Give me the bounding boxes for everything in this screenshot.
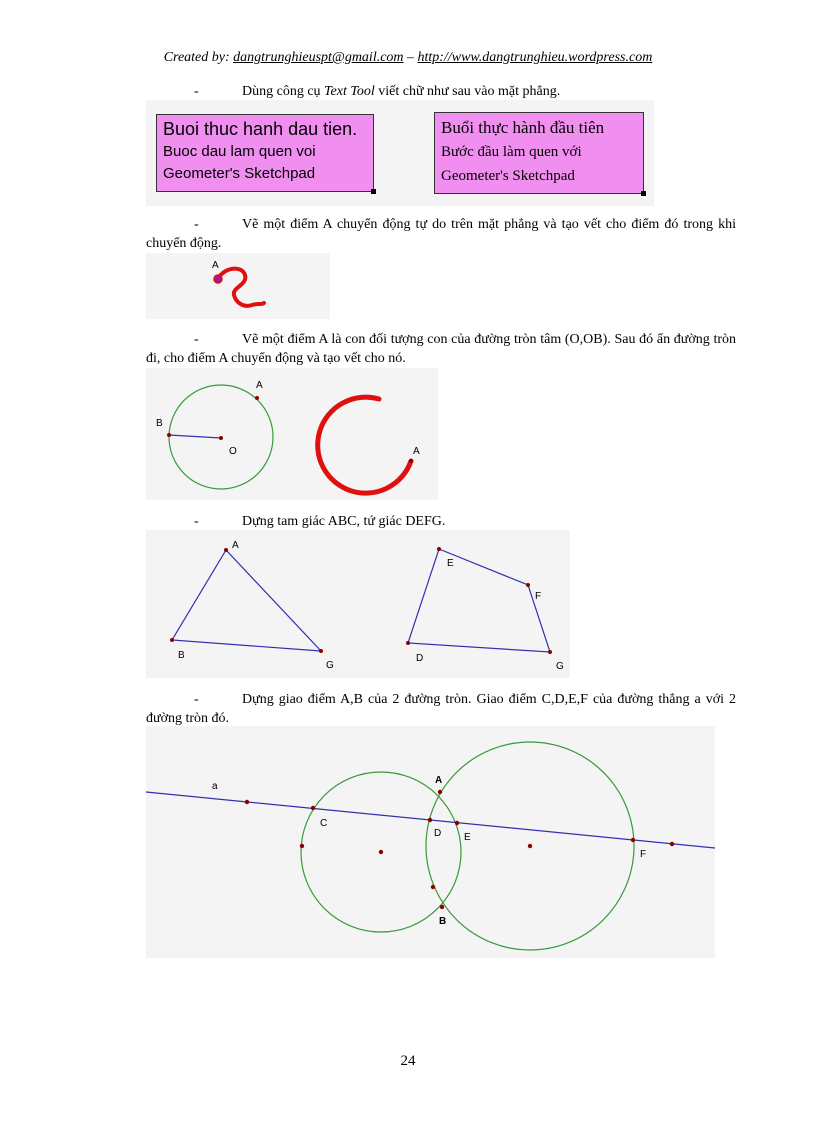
center-left [379, 850, 383, 854]
resize-handle [641, 191, 646, 196]
point-a-on-circle [255, 396, 259, 400]
header-email[interactable]: dangtrunghieuspt@gmail.com [233, 50, 404, 65]
section-5-text: - Dựng giao điểm A,B của 2 đường tròn. Giao điểm C,D,E,F của đường thẳng a với 2 đường tròn đó. [146, 692, 736, 726]
point-b [167, 433, 171, 437]
figure-triangle-quadrilateral [146, 530, 570, 678]
text-box-unaccented [156, 114, 374, 192]
quad-vertex-g [548, 650, 552, 654]
header-url[interactable]: http://www.dangtrunghieu.wordpress.com [417, 50, 653, 65]
label-b: B [439, 916, 447, 927]
figure-circle-line-intersections [146, 726, 715, 958]
label-a: A [232, 540, 239, 551]
point-a [438, 790, 442, 794]
quadrilateral-defg [408, 549, 550, 652]
point-b [440, 905, 444, 909]
label-b: B [178, 650, 185, 661]
figure-circle-trace [146, 368, 438, 500]
quad-vertex-f [526, 583, 530, 587]
label-g: G [326, 660, 334, 671]
section-1-text: - Dùng công cụ Text Tool viết chữ như sau vào mặt phẳng. [146, 82, 736, 101]
figure-text-tool [146, 100, 654, 206]
trace-path [218, 269, 264, 306]
bullet-dash: - [194, 692, 199, 707]
page-number: 24 [400, 1053, 416, 1069]
section-3-text: - Vẽ một điểm A là con đối tượng con của đường tròn tâm (O,OB). Sau đó ẩn đường tròn đi, cho điểm A chuyển động và tạo vết cho nó. [146, 332, 736, 366]
header-separator: – [403, 50, 418, 65]
label-f: F [535, 591, 542, 602]
point-on-circle [300, 844, 304, 848]
resize-handle [371, 189, 376, 194]
point-on-circle [431, 885, 435, 889]
label-a: A [413, 446, 420, 457]
label-f: F [640, 849, 647, 860]
point-a-moving [409, 459, 413, 463]
text-box-accented [434, 112, 644, 194]
text-line: Buổi thực hành đầu tiên [441, 118, 605, 137]
point-e [455, 821, 459, 825]
arc-trace [318, 397, 411, 493]
point-on-line [245, 800, 249, 804]
point-c [311, 806, 315, 810]
point-on-line [670, 842, 674, 846]
point-o [219, 436, 223, 440]
triangle-abc [172, 550, 321, 651]
bullet-dash: - [194, 514, 199, 529]
label-d: D [416, 653, 424, 664]
label-a: A [435, 775, 443, 786]
quad-vertex-e [437, 547, 441, 551]
label-g: G [556, 661, 564, 672]
section-4-text: - Dựng tam giác ABC, tứ giác DEFG. [146, 512, 736, 531]
text-line: Buoc dau lam quen voi [163, 143, 316, 160]
bullet-dash: - [194, 217, 199, 232]
bullet-dash: - [194, 332, 199, 347]
label-e: E [464, 832, 471, 843]
label-b: B [156, 418, 163, 429]
triangle-vertex-a [224, 548, 228, 552]
page-header [0, 50, 816, 66]
center-right [528, 844, 532, 848]
point-d [428, 818, 432, 822]
point-f [631, 838, 635, 842]
triangle-vertex-b [170, 638, 174, 642]
label-d: D [434, 828, 442, 839]
figure-free-point-trace [146, 253, 330, 319]
label-line-a: a [212, 781, 218, 792]
section-2-text: - Vẽ một điểm A chuyển động tự do trên mặt phẳng và tạo vết cho điểm đó trong khi chuyển động. [146, 217, 736, 251]
label-e: E [447, 558, 454, 569]
text-line: Geometer's Sketchpad [441, 168, 575, 184]
bullet-dash: - [194, 84, 199, 99]
header-prefix: Created by: [163, 50, 234, 65]
label-a: A [256, 380, 263, 391]
text-line: Bước đầu làm quen với [441, 144, 582, 160]
triangle-vertex-g [319, 649, 323, 653]
point-a [214, 275, 222, 283]
segment-ob [169, 435, 221, 438]
text-line: Buoi thuc hanh dau tien. [163, 119, 358, 139]
text-line: Geometer's Sketchpad [163, 165, 316, 182]
label-o: O [229, 446, 237, 457]
label-a: A [212, 260, 219, 271]
label-c: C [320, 818, 328, 829]
quad-vertex-d [406, 641, 410, 645]
